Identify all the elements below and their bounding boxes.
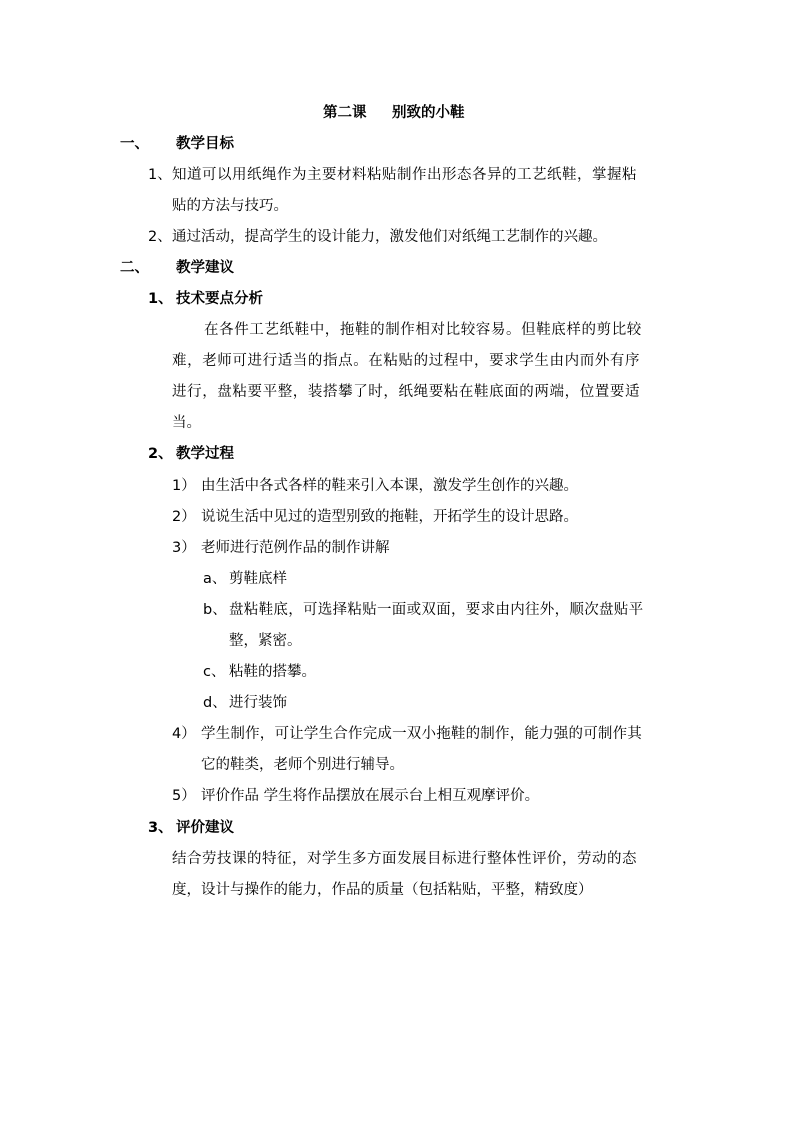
step-number: 1）	[172, 478, 196, 494]
subsection-number: 2、	[148, 446, 173, 462]
step-text: 由生活中各式各样的鞋来引入本课，激发学生创作的兴趣。	[201, 478, 578, 494]
step-number: 3）	[172, 540, 196, 556]
step-text: 它的鞋类，老师个别进行辅导。	[201, 757, 404, 773]
substep-text: 粘鞋的搭攀。	[229, 664, 316, 680]
paragraph-line: 通过活动，提高学生的设计能力，激发他们对纸绳工艺制作的兴趣。	[172, 229, 607, 245]
substep-letter: d、	[203, 695, 227, 711]
section-number: 二、	[120, 260, 149, 276]
substep-text: 整，紧密。	[229, 633, 302, 649]
section-number: 一、	[120, 136, 149, 152]
paragraph-line: 难，老师可进行适当的指点。在粘贴的过程中，要求学生由内而外有序	[172, 353, 641, 369]
section-heading: 教学建议	[176, 260, 234, 276]
substep-letter: c、	[203, 664, 226, 680]
page-title: 别致的小鞋	[392, 105, 465, 121]
substep-text: 进行装饰	[229, 695, 287, 711]
paragraph-line: 度，设计与操作的能力，作品的质量（包括粘贴，平整，精致度）	[172, 882, 593, 898]
paragraph-line: 结合劳技课的特征，对学生多方面发展目标进行整体性评价，劳动的态	[172, 851, 637, 867]
step-number: 4）	[172, 726, 196, 742]
step-text: 说说生活中见过的造型别致的拖鞋，开拓学生的设计思路。	[201, 509, 578, 525]
subsection-number: 3、	[148, 820, 173, 836]
subsection-heading: 评价建议	[176, 820, 234, 836]
step-number: 2）	[172, 509, 196, 525]
subsection-heading: 技术要点分析	[176, 291, 263, 307]
step-number: 5）	[172, 788, 196, 804]
substep-letter: b、	[203, 602, 227, 618]
substep-text: 盘粘鞋底，可选择粘贴一面或双面，要求由内往外，顺次盘贴平	[229, 602, 644, 618]
substep-letter: a、	[203, 571, 227, 587]
paragraph-line: 知道可以用纸绳作为主要材料粘贴制作出形态各异的工艺纸鞋，掌握粘	[172, 167, 637, 183]
paragraph-line: 贴的方法与技巧。	[172, 198, 288, 214]
subsection-heading: 教学过程	[176, 446, 234, 462]
step-text: 学生制作，可让学生合作完成一双小拖鞋的制作，能力强的可制作其	[201, 726, 642, 742]
section-heading: 教学目标	[176, 136, 234, 152]
subsection-number: 1、	[148, 291, 173, 307]
list-number: 2、	[148, 229, 172, 245]
substep-text: 剪鞋底样	[229, 571, 287, 587]
step-text: 老师进行范例作品的制作讲解	[201, 540, 390, 556]
paragraph-line: 当。	[172, 415, 201, 431]
paragraph-line: 进行，盘粘要平整，装搭攀了时，纸绳要粘在鞋底面的两端，位置要适	[172, 384, 641, 400]
step-text: 评价作品 学生将作品摆放在展示台上相互观摩评价。	[201, 788, 540, 804]
list-number: 1、	[148, 167, 172, 183]
lesson-number: 第二课	[323, 105, 367, 121]
paragraph-line: 在各件工艺纸鞋中，拖鞋的制作相对比较容易。但鞋底样的剪比较	[204, 322, 642, 338]
